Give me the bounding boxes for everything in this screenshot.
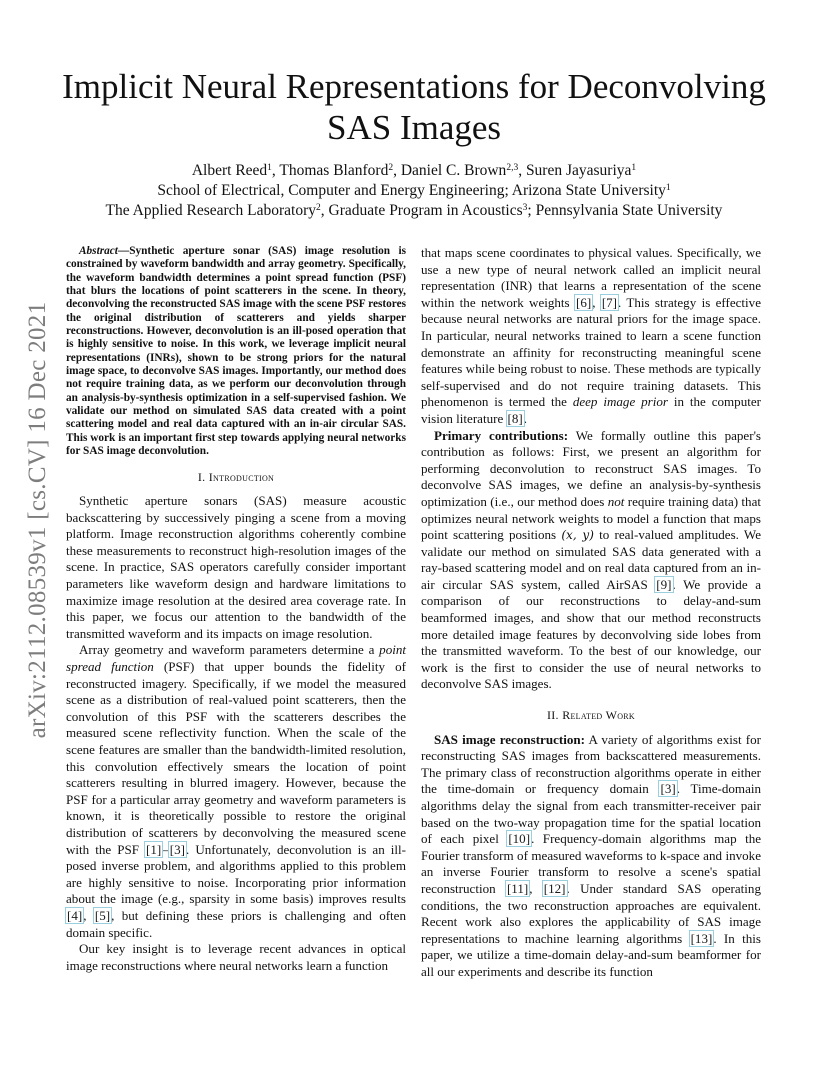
citation-link[interactable]: [4] [67, 907, 83, 923]
paragraph-text: require training data) that optimizes neural network weights to model a function that maps point scattering positions [421, 493, 761, 543]
paragraph-text: . [523, 410, 527, 426]
author-name: Suren Jayasuriya [525, 162, 632, 179]
affiliation: Graduate Program in Acoustics [328, 202, 523, 219]
affiliation-marker: 2,3 [506, 163, 519, 173]
affiliation-marker: 1 [665, 183, 671, 193]
section-number: II. [546, 708, 559, 723]
abstract [66, 245, 406, 459]
citation-link[interactable]: [11] [506, 880, 529, 896]
citation-link[interactable]: [3] [169, 841, 186, 857]
citation-link[interactable]: [8] [507, 410, 523, 426]
paragraph-text: , but defining these priors is challenging and often domain specific. [66, 907, 407, 940]
affiliation-marker: 3 [522, 203, 528, 213]
author-name: Thomas Blanford [279, 162, 389, 179]
citation-link[interactable]: [12] [543, 880, 566, 896]
paragraph-text: Array geometry and waveform parameters determine a [79, 642, 380, 658]
affiliation: Pennsylvania State University [535, 202, 723, 219]
paragraph-text: , [83, 907, 94, 923]
abstract-text: —Synthetic aperture sonar (SAS) image resolution is constrained by waveform bandwidth and array geometry. Specifically, the waveform bandwidth determines a point spread function (PSF) that blurs the locations of point scatterers in the scene. In theory, deconvolving the reconstructed SAS image with the scene PSF restores the original distribution of scatterers and yields sharper reconstructions. However, deconvolution is an ill-posed operation that is highly sensitive to noise. In this work, we leverage implicit neural representations (INRs), shown to be strong priors for the natural image space, to deconvolve SAS images. Importantly, our method does not require training data, as we perform our deconvolution through an analysis-by-synthesis optimization in a self-supervised fashion. We validate our method on simulated SAS data created with a point scattering model and real data captured with an in-air circular SAS. This work is an important first step towards applying neural networks for SAS image deconvolution. [66, 245, 406, 458]
paragraph-text: A variety of algorithms exist for reconstructing SAS images from backscattered measurements. The primary class of reconstruction algorithms operate in either the time-domain or frequency domain [421, 731, 761, 797]
section-number: I. [197, 469, 206, 484]
citation-link[interactable]: [7] [601, 294, 618, 310]
paragraph-text: to real-valued amplitudes. We validate our method on simulated SAS data generated with a ray-based scattering model and on real data captured from an in-air circular SAS system, called AirSAS [421, 527, 761, 592]
citation-link[interactable]: [10] [508, 831, 531, 847]
intro-paragraph-continued [421, 245, 761, 428]
affiliation-line [60, 181, 768, 201]
contributions-paragraph [421, 428, 761, 694]
citation-link[interactable]: [13] [690, 930, 713, 946]
run-in-heading: Primary contributions: [434, 427, 569, 443]
citation-link[interactable]: [9] [656, 576, 672, 592]
paragraph-text: – [162, 841, 169, 857]
intro-paragraph: Synthetic aperture sonars (SAS) measure acoustic backscattering by successively pinging a scene from a moving platform. Image reconstruction algorithms coherently combine these measurements to reconstruct high-resolution images of the scene. In practice, SAS operators carefully consider important parameters like waveform design and hardware limitations to maximize image resolution at the desired area coverage rate. In this paper, we focus our attention to the bandwidth of the transmitted waveform and its impacts on image resolution. [66, 493, 406, 641]
paper-title: Implicit Neural Representations for Deconvolving SAS Images [62, 67, 766, 147]
author-names: Albert Reed$^1$, Thomas Blanford$^2$, Daniel C. Brown$^{2,3}$, Suren Jayasuriya$^1$ [191, 162, 637, 179]
paragraph-text: . We provide a comparison of our reconstructions to delay-and-sum beamformed images, and show that our method reconstructs more detailed image features by deconvolving side lobes from the transmitted waveform. To the best of our knowledge, our work is the first to consider the use of neural networks to deconvolve SAS images. [421, 576, 761, 692]
paragraph-text: , [529, 880, 543, 896]
affiliation-marker: 2 [316, 203, 321, 213]
related-work-paragraph [421, 732, 761, 981]
author-block [60, 161, 768, 221]
paragraph-text: that maps scene coordinates to physical values. Specifically, we use a new type of neural network called an implicit neural representation (INR) that learns a representation of the scene within the network weights [421, 245, 761, 310]
affiliation-line: The Applied Research Laboratory$^2$, Graduate Program in Acoustics$^3$; Pennsylvania State University [105, 202, 723, 219]
author-name: Daniel C. Brown [400, 162, 507, 179]
affiliation-marker: 2 [388, 163, 394, 173]
emphasis-text: point spread function [66, 642, 406, 675]
intro-paragraph [66, 642, 406, 941]
emphasis-text: not [607, 493, 625, 509]
section-heading-related-work [421, 707, 761, 724]
paragraph-text: . Unfortunately, deconvolution is an ill-posed inverse problem, and algorithms applied to this problem are highly sensitive to noise. Incorporating prior information about the image (e.g., sparsity in some basis) improves results [66, 841, 406, 907]
emphasis-text: deep image prior [572, 394, 668, 410]
paragraph-text: We formally outline this paper's contribution as follows: First, we present an algorithm for performing deconvolution to reconstruct SAS images. To deconvolve SAS images, we define an analysis-by-synthesis optimization (i.e., our method does [421, 427, 761, 509]
arxiv-identifier [18, 285, 58, 755]
left-column [66, 245, 406, 974]
paragraph-text: (PSF) that upper bounds the fidelity of reconstructed imagery. Specifically, if we model the measured scene as a distribution of real-valued point scatterers, then the convolution of this PSF with the scatterers describes the measured scene reflectivity function. When the scale of the scene features are smaller than the bandwidth-limited resolution, this convolution effectively smears the location of point scatterers resulting in blurred imagery. However, because the PSF for a particular array geometry and waveform parameters is known, it is theoretically possible to restore the original distribution of scatterers by deconvolving the measured scene with the PSF [66, 659, 406, 857]
paragraph-text: . Time-domain algorithms delay the signal from each transmitter-receiver pair based on the two-way propagation time for the spatial location of each pixel [421, 781, 762, 847]
intro-paragraph: Our key insight is to leverage recent advances in optical image reconstructions where neural networks learn a function [66, 941, 406, 973]
citation-link[interactable]: [5] [94, 907, 111, 923]
citation-link[interactable]: [1] [146, 841, 162, 857]
paragraph-text: . Frequency-domain algorithms map the Fourier transform of measured waveforms to k-space and invoke an inverse Fourier transform to resolve a scene's spatial reconstruction [421, 831, 762, 896]
paragraph-text: . Under standard SAS operating conditions, the two reconstruction approaches are equivalent. Recent work also explores the applicability of SAS image representations to machine learning algorithms [421, 880, 761, 946]
abstract-label: Abstract [79, 245, 118, 257]
math-expression: (x, y) [561, 528, 594, 543]
right-column [421, 245, 761, 981]
citation-link[interactable]: [6] [575, 294, 592, 310]
citation-link[interactable]: [3] [660, 781, 676, 797]
affiliation-marker: 1 [631, 163, 637, 173]
affiliation-marker: 1 [267, 163, 272, 173]
paragraph-text: in the computer vision literature [421, 394, 761, 426]
paragraph-text: , [592, 294, 601, 310]
affiliation: The Applied Research Laboratory [105, 202, 317, 219]
paragraph-text: . This strategy is effective because neural networks are natural priors for the image space. In particular, neural networks trained to learn a scene function demonstrate an affinity for reconstructing meaningful scene features while being robust to noise. These methods are typically self-supervised and do not require training datasets. This phenomenon is termed the [421, 294, 761, 410]
section-title: Related Work [562, 708, 636, 723]
run-in-heading: SAS image reconstruction: [434, 731, 585, 747]
affiliation: School of Electrical, Computer and Energy Engineering; Arizona State University [157, 182, 666, 199]
paragraph-text: . In this paper, we utilize a time-domain delay-and-sum beamformer for all our experiments and describe its function [421, 930, 761, 979]
section-heading-introduction [66, 469, 406, 486]
arxiv-identifier-text: arXiv:2112.08539v1 [cs.CV] 16 Dec 2021 [24, 301, 51, 739]
section-title: Introduction [208, 469, 275, 484]
author-name: Albert Reed [191, 162, 268, 179]
